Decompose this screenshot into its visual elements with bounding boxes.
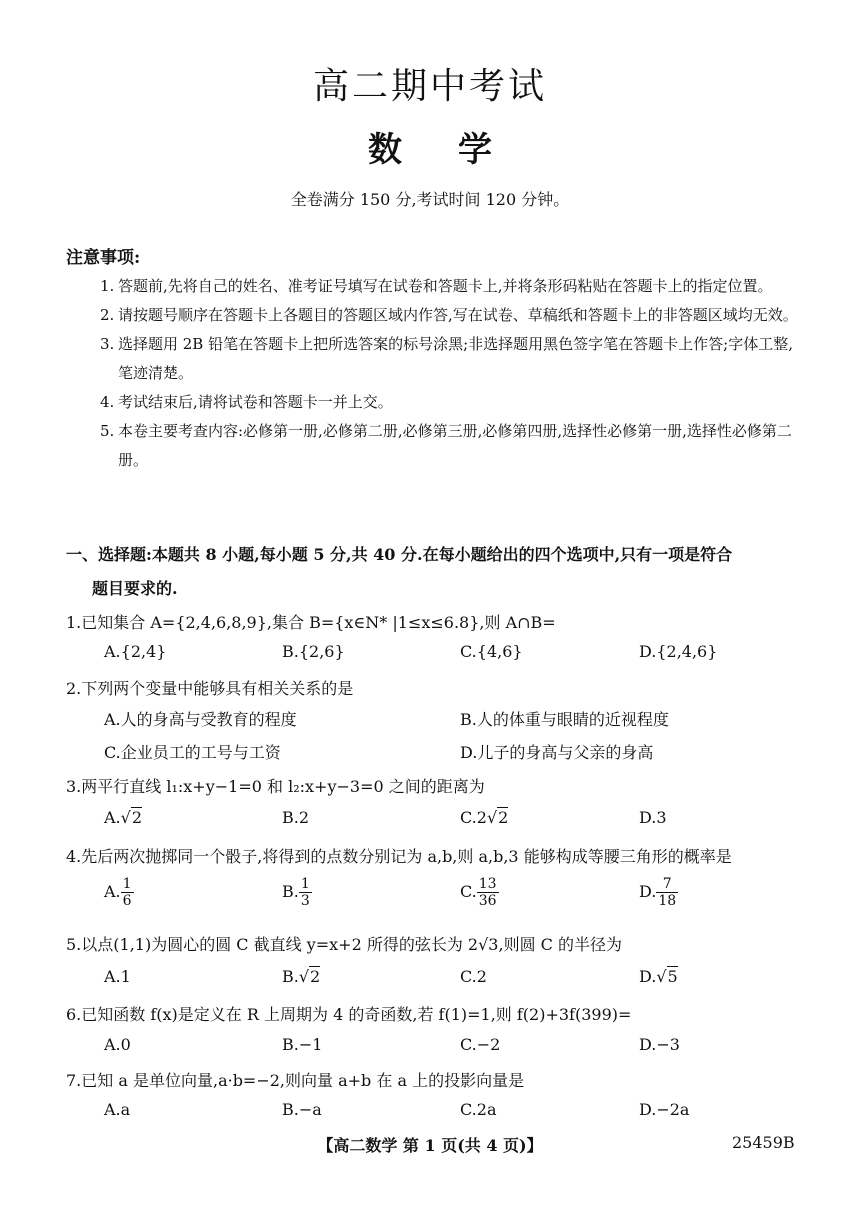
option-b: B.−a: [282, 1100, 322, 1119]
option-b: B.√2: [282, 967, 321, 986]
option-label: B.: [282, 882, 299, 901]
section-heading-line1: 一、选择题:本题共 8 小题,每小题 5 分,共 40 分.在每小题给出的四个选项中,只有一项是符合: [66, 545, 733, 564]
option-a: A.a: [104, 1100, 131, 1119]
fraction: [656, 876, 678, 909]
note-number: 4.: [100, 393, 115, 411]
option-b: B.人的体重与眼睛的近视程度: [460, 710, 669, 729]
page-footer: 【高二数学 第 1 页(共 4 页)】: [317, 1136, 543, 1155]
option-c: C.2√2: [460, 808, 509, 827]
exam-meta: 全卷满分 150 分,考试时间 120 分钟。: [290, 190, 570, 209]
question-6-stem: 6.已知函数 f(x)是定义在 R 上周期为 4 的奇函数,若 f(1)=1,则 f(2)+3f(399)=: [66, 1005, 632, 1024]
option-label: D.: [639, 967, 657, 986]
notes-heading: 注意事项:: [66, 248, 141, 268]
option-c: C.−2: [460, 1035, 501, 1054]
option-a: A.0: [104, 1035, 131, 1054]
numerator: 7: [656, 876, 678, 893]
option-label: B.: [282, 967, 299, 986]
option-d: D.{2,4,6}: [639, 642, 718, 661]
denominator: 36: [478, 893, 497, 909]
paper-code: 25459B: [732, 1133, 795, 1152]
fraction: [299, 876, 312, 909]
option-b: B.−1: [282, 1035, 323, 1054]
option-d: D.−2a: [639, 1100, 690, 1119]
fraction: [121, 876, 134, 909]
option-a: [104, 876, 134, 909]
question-4-stem: 4.先后两次抛掷同一个骰子,将得到的点数分别记为 a,b,则 a,b,3 能够构成等腰三角形的概率是: [66, 847, 732, 866]
radicand: 2: [310, 967, 321, 986]
radicand: 2: [131, 808, 143, 827]
question-5-stem: 5.以点(1,1)为圆心的圆 C 截直线 y=x+2 所得的弦长为 2√3,则圆 C 的半径为: [66, 935, 622, 954]
note-text: 考试结束后,请将试卷和答题卡一并上交。: [118, 393, 393, 411]
option-d: D.√5: [639, 967, 678, 986]
denominator: 6: [122, 893, 132, 909]
note-text: 选择题用 2B 铅笔在答题卡上把所选答案的标号涂黑;非选择题用黑色签字笔在答题卡上作答;字体工整,笔迹清楚。: [118, 335, 793, 382]
note-number: 1.: [100, 277, 115, 295]
option-a: A.{2,4}: [104, 642, 167, 661]
note-item: [100, 272, 800, 301]
option-b: B.{2,6}: [282, 642, 345, 661]
option-c: C.2: [460, 967, 487, 986]
option-a: A.√2: [104, 808, 143, 827]
option-label: C.: [460, 882, 477, 901]
note-number: 2.: [100, 306, 115, 324]
note-text: 本卷主要考查内容:必修第一册,必修第二册,必修第三册,必修第四册,选择性必修第一册,选择性必修第二册。: [118, 422, 792, 469]
question-7-stem: 7.已知 a 是单位向量,a·b=−2,则向量 a+b 在 a 上的投影向量是: [66, 1071, 525, 1090]
denominator: 18: [658, 893, 677, 909]
option-label: A.: [104, 882, 121, 901]
option-c: C.{4,6}: [460, 642, 523, 661]
note-number: 5.: [100, 422, 115, 440]
note-item: [100, 330, 800, 388]
note-item: [100, 388, 800, 417]
numerator: 1: [122, 876, 132, 892]
radicand: 5: [667, 967, 678, 986]
option-a: A.人的身高与受教育的程度: [104, 710, 297, 729]
note-text: 请按题号顺序在答题卡上各题目的答题区域内作答,写在试卷、草稿纸和答题卡上的非答题区域均无效。: [118, 306, 798, 324]
numerator: 1: [300, 876, 310, 892]
radicand: 2: [498, 808, 509, 827]
question-3-stem: 3.两平行直线 l₁:x+y−1=0 和 l₂:x+y−3=0 之间的距离为: [66, 777, 485, 796]
numerator: 13: [478, 876, 497, 892]
section-heading: [66, 538, 806, 606]
option-d: D.儿子的身高与父亲的身高: [460, 743, 654, 762]
option-c: C.2a: [460, 1100, 497, 1119]
option-label: A.: [104, 808, 121, 827]
subject-title: 数学: [368, 130, 548, 170]
note-text: 答题前,先将自己的姓名、准考证号填写在试卷和答题卡上,并将条形码粘贴在答题卡上的指定位置。: [118, 277, 773, 295]
notes-list: [100, 272, 800, 475]
option-c: C.企业员工的工号与工资: [104, 743, 281, 762]
denominator: 3: [300, 893, 310, 909]
option-b: B.2: [282, 808, 310, 827]
exam-title: 高二期中考试: [312, 66, 547, 107]
section-heading-line2: 题目要求的.: [92, 579, 178, 598]
option-d: [639, 876, 678, 909]
option-d: D.−3: [639, 1035, 680, 1054]
note-item: [100, 417, 800, 475]
option-label: D.: [639, 882, 657, 901]
question-1-stem: 1.已知集合 A={2,4,6,8,9},集合 B={x∈N* |1≤x≤6.8},则 A∩B=: [66, 613, 556, 632]
option-c: [460, 876, 499, 909]
option-label: C.2: [460, 808, 487, 827]
question-2-stem: 2.下列两个变量中能够具有相关关系的是: [66, 679, 354, 698]
option-a: A.1: [104, 967, 131, 986]
note-item: [100, 301, 800, 330]
option-d: D.3: [639, 808, 667, 827]
note-number: 3.: [100, 335, 115, 353]
option-b: [282, 876, 312, 909]
fraction: [477, 876, 499, 909]
